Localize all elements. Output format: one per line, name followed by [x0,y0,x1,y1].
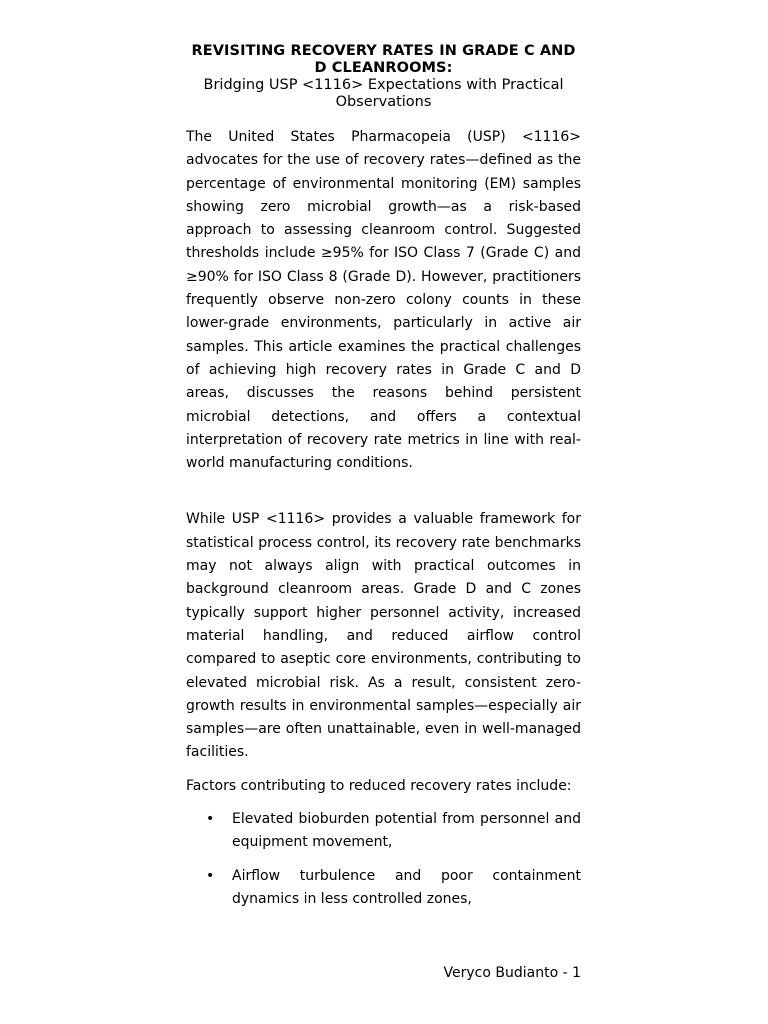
list-item [186,808,581,855]
factors-lead-paragraph: Factors contributing to reduced recovery rates include: [186,777,572,794]
intro-paragraph: The United States Pharmacopeia (USP) <1116> advocates for the use of recovery rates—defined as the percentage of environmental monitoring (EM) samples showing zero microbial growth—as a risk-based approach to assessing cleanroom control. Suggested thresholds include ≥95% for ISO Class 7 (Grade C) and ≥90% for ISO Class 8 (Grade D). However, practitioners frequently observe non-zero colony counts in these lower-grade environments, particularly in active air samples. This article examines the practical challenges of achieving high recovery rates in Grade C and D areas, discusses the reasons behind persistent microbial detections, and offers a contextual interpretation of recovery rate metrics in line with real-world manufacturing conditions. [186,129,581,472]
document-title: REVISITING RECOVERY RATES IN GRADE C AND D CLEANROOMS: [191,43,576,76]
factors-list [186,808,581,911]
bullet-icon: • [206,867,215,884]
bullet-icon: • [206,811,215,828]
page-footer: Veryco Budianto - 1 [443,965,581,981]
document-page [186,40,581,921]
document-subtitle: Bridging USP <1116> Expectations with Practical Observations [203,77,564,110]
body-paragraph: While USP <1116> provides a valuable framework for statistical process control, its recovery rate benchmarks may not always align with practical outcomes in background cleanroom areas. Grade D and C zones typically support higher personnel activity, increased material handling, and reduced airflow control compared to aseptic core environments, contributing to elevated microbial risk. As a result, consistent zero-growth results in environmental samples—especially air samples—are often unattainable, even in well-managed facilities. [186,511,581,761]
list-item [186,865,581,912]
list-item-text: Airflow turbulence and poor containment dynamics in less controlled zones, [232,867,581,907]
list-item-text: Elevated bioburden potential from personnel and equipment movement, [232,811,581,851]
